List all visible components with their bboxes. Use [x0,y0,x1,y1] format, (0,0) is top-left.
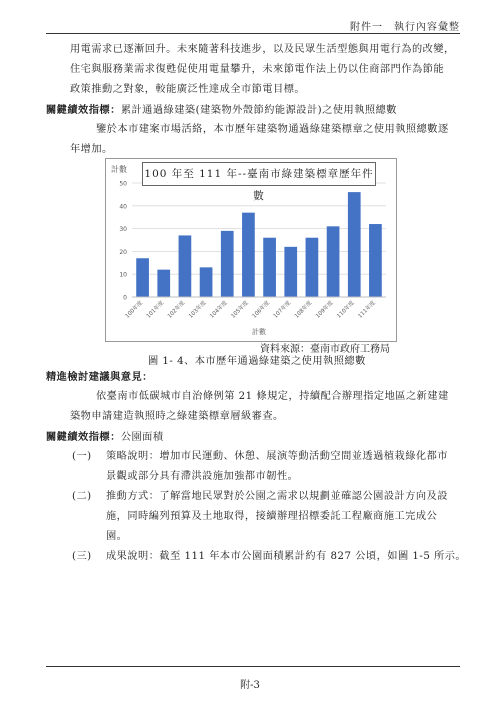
kpi2-item-1-num: (一) [72,451,92,462]
kpi2-item-2-line-1: 推動方式：了解當地民眾對於公園之需求以規劃並確認公園設計方向及設 [106,491,448,502]
bar [242,213,255,297]
x-tick-label: 111年度 [357,300,377,320]
x-tick-label: 108年度 [293,300,314,320]
y-axis-label: 計數 [111,165,127,174]
bar [263,238,276,297]
y-tick-label: 10 [119,271,127,279]
x-tick-label: 103年度 [188,300,208,320]
x-tick-label: 100年度 [124,300,144,320]
intro-line-1: 用電需求已逐漸回升。未來隨著科技進步，以及民眾生活型態與用電行為的改變， [70,44,455,55]
bar [221,231,234,297]
review-line-2: 築物申請建造執照時之綠建築標章層級審查。 [70,411,284,422]
kpi2-line [46,427,164,448]
bar [157,270,170,297]
x-tick-label: 109年度 [315,300,335,320]
x-tick-label: 105年度 [230,300,250,320]
page-number: 附-3 [240,680,260,691]
kpi2-item-2-line-3: 園。 [106,531,128,542]
y-tick-label: 20 [119,248,127,256]
kpi1-label: 關鍵績效指標： [46,104,121,116]
bar [284,247,297,297]
kpi2-item-2-line-2: 施，同時編列預算及土地取得，接續辦理招標委託工程廠商施工完成公 [106,511,438,522]
kpi2-item-2-num: (二) [72,491,92,502]
kpi2-item-3-line-1: 成果說明：截至 111 年本市公園面積累計約有 827 公頃，如圖 1-5 所示。 [106,551,467,562]
bar [136,258,149,297]
intro-line-2: 住宅與服務業需求復甦促使用電量攀升，未來節電作法上仍以住商部門作為節能 [70,64,445,75]
x-tick-label: 104年度 [209,300,229,320]
bar [306,238,319,297]
intro-line-3: 政策推動之對象，較能廣泛性達成全市節電目標。 [70,84,306,95]
chart-title: 100 年至 111 年--臺南市綠建築標章歷年件數 [142,162,376,186]
kpi2-item-1-line-1: 策略說明：增加市民運動、休憩、展演等動活動空間並透過植栽綠化都市 [106,451,448,462]
kpi2-item-1-line-2: 景觀或部分具有滯洪設施加強都市韌性。 [106,471,299,482]
kpi2-text: 公園面積 [120,432,164,443]
x-axis-label: 計數 [252,328,266,336]
x-tick-label: 107年度 [272,300,293,320]
bar [369,224,382,297]
header-rule [46,33,460,34]
kpi1-text: 累計通過綠建築(建築物外殼節約能源設計)之使用執照總數 [120,105,397,116]
y-tick-label: 0 [123,294,127,302]
x-tick-label: 101年度 [145,300,166,320]
x-tick-label: 106年度 [251,300,271,320]
bar [327,226,340,297]
kpi1-line [46,100,397,121]
bar [179,235,192,297]
kpi1-body-2: 年增加。 [70,144,113,155]
kpi2-item-3-num: (三) [72,551,92,562]
y-tick-label: 50 [119,180,127,188]
review-line-1: 依臺南市低碳城市自治條例第 21 條規定，持續配合辦理指定地區之新建建 [96,391,449,402]
review-heading: 精進檢討建議與意見： [46,371,153,383]
x-tick-label: 110年度 [336,300,356,320]
x-tick-label: 102年度 [166,300,187,320]
chart-source: 資料來源：臺南市政府工務局 [260,344,390,355]
figure-caption: 圖 1- 4、本市歷年通過綠建築之使用執照總數 [148,356,366,367]
footer-rule [46,666,460,667]
bar [200,267,213,297]
running-header: 附件一 執行內容彙整 [350,22,460,33]
bar [348,192,361,297]
y-tick-label: 30 [119,226,127,234]
kpi2-label: 關鍵績效指標： [46,431,121,443]
kpi1-body-1: 鑒於本市建案市場活絡，本市歷年建築物通過綠建築標章之使用執照總數逐 [96,124,449,135]
y-tick-label: 40 [119,203,127,211]
bar-chart [106,159,396,341]
